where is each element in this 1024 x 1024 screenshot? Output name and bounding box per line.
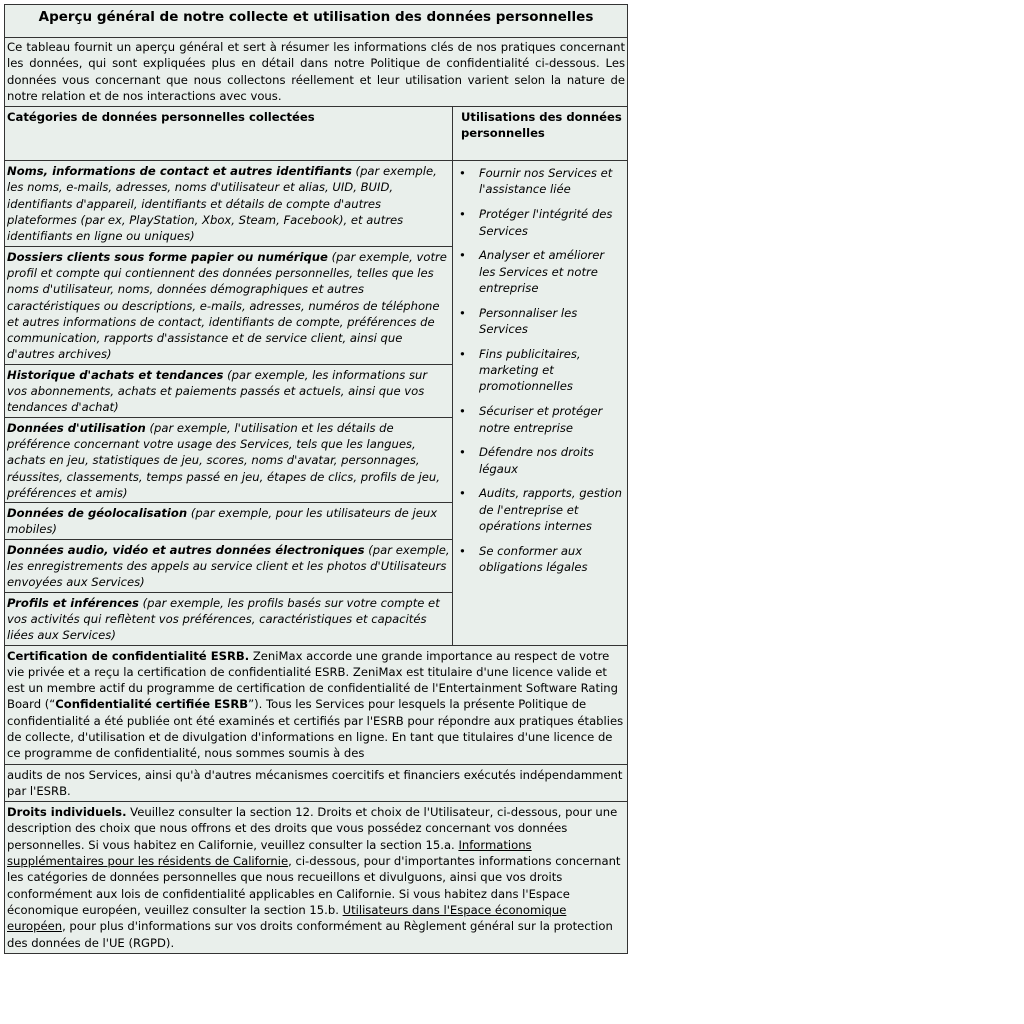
use-item: • Analyser et améliorer les Services et notre entreprise xyxy=(459,247,623,296)
category-detail: (par exemple, les informations sur vos abonnements, achats et paiements passés et actuels, ainsi que vos tendances d'achat) xyxy=(7,367,428,415)
category-detail: (par exemple, les noms, e-mails, adresses, noms d'utilisateur et alias, UID, BUID, identifiants d'appareil, identifiants et détails de compte d'autres plateformes (par ex, PlayStation, Xbox, Steam, Facebook), et autres identifiants en ligne ou uniques) xyxy=(7,164,437,244)
category-detail: (par exemple, les profils basés sur votre compte et vos activités qui reflètent vos préférences, caractéristiques et capacités liées aux Services) xyxy=(7,595,440,643)
category-name: Données de géolocalisation xyxy=(7,506,188,521)
rights-heading: Droits individuels. xyxy=(7,805,127,820)
category-name: Historique d'achats et tendances xyxy=(7,367,224,382)
table-header-row xyxy=(5,107,627,161)
california-residents-link[interactable]: Informations supplémentaires pour les résidents de Californie xyxy=(7,837,532,869)
table-title: Aperçu général de notre collecte et utilisation des données personnelles xyxy=(5,5,627,38)
categories-column xyxy=(5,161,453,644)
use-item: • Se conformer aux obligations légales xyxy=(459,543,623,576)
rights-text-1: Veuillez consulter la section 12. Droits et choix de l'Utilisateur, ci-dessous, pour une description des choix que nous offrons et des droits que vous possédez concernant vos données personnelles. Si vous habitez en Californie, veuillez consulter la section 15.a. xyxy=(7,805,618,852)
table-body xyxy=(5,161,627,644)
use-item: • Personnaliser les Services xyxy=(459,305,623,338)
use-item: • Sécuriser et protéger notre entreprise xyxy=(459,403,623,436)
use-item: • Audits, rapports, gestion de l'entreprise et opérations internes xyxy=(459,485,623,534)
data-table xyxy=(5,107,627,645)
esrb-heading: Certification de confidentialité ESRB. xyxy=(7,648,250,663)
esrb-continuation-paragraph: audits de nos Services, ainsi qu'à d'autres mécanismes coercitifs et financiers exécutés indépendamment par l'ESRB. xyxy=(5,765,627,803)
category-name: Dossiers clients sous forme papier ou numérique xyxy=(7,249,328,264)
rights-text-3: , pour plus d'informations sur vos droits conformément au Règlement général sur la protection des données de l'UE (RGPD). xyxy=(7,919,613,950)
use-item: • Fournir nos Services et l'assistance liée xyxy=(459,165,623,198)
esrb-text-1: ZeniMax accorde une grande importance au respect de votre vie privée et a reçu la certification de confidentialité ESRB. ZeniMax est titulaire d'une licence valide et est un membre actif du programme de certification de confidentialité de l'Entertainment Software Rating Board (“ xyxy=(7,648,619,712)
categories-header: Catégories de données personnelles collectées xyxy=(5,107,453,160)
category-item xyxy=(5,593,452,645)
use-item: • Fins publicitaires, marketing et promotionnelles xyxy=(459,346,623,395)
intro-paragraph: Ce tableau fournit un aperçu général et sert à résumer les informations clés de nos pratiques concernant les données, qui sont expliquées plus en détail dans notre Politique de confidentialité ci-dessous. Les données vous concernant que nous collectons réellement et leur utilisation varient selon la nature de notre relation et de nos interactions avec vous. xyxy=(5,38,627,107)
category-item xyxy=(5,161,452,246)
esrb-bold-term: Confidentialité certifiée ESRB xyxy=(55,697,249,712)
category-detail: (par exemple, votre profil et compte qui contiennent des données personnelles, telles que les noms d'utilisateur, noms, données démographiques et autres caractéristiques ou descriptions, e-mails, adresses, numéros de téléphone et autres informations de contact, identifiants de compte, préférences de communication, rapports d'assistance et de service client, ainsi que d'autres archives) xyxy=(7,249,447,362)
category-item xyxy=(5,418,452,503)
esrb-certification-paragraph xyxy=(5,646,627,765)
category-name: Noms, informations de contact et autres identifiants xyxy=(7,164,352,179)
eea-users-link[interactable]: Utilisateurs dans l'Espace économique européen xyxy=(7,902,567,934)
category-name: Données d'utilisation xyxy=(7,420,146,435)
category-item xyxy=(5,247,452,365)
esrb-text-2: ”). Tous les Services pour lesquels la présente Politique de confidentialité a été publiée ont été examinés et certifiés par l'ESRB pour répondre aux pratiques établies de collecte, d'utilisation et de divulgation d'informations en ligne. En tant que titulaires d'une licence de ce programme de confidentialité, nous sommes soumis à des xyxy=(7,697,624,761)
individual-rights-paragraph xyxy=(5,802,627,953)
use-item: • Défendre nos droits légaux xyxy=(459,444,623,477)
category-item xyxy=(5,540,452,593)
use-item: • Protéger l'intégrité des Services xyxy=(459,206,623,239)
category-item xyxy=(5,503,452,540)
rights-text-2: , ci-dessous, pour d'importantes informations concernant les catégories de données personnelles que nous recueillons et divulguons, ainsi que vos droits conformément aux lois de confidentialité applicables en Californie. Si vous habitez dans l'Espace économique européen, veuillez consulter la section 15.b. xyxy=(7,854,621,917)
category-detail: (par exemple, les enregistrements des appels au service client et les photos d'Utilisateurs envoyées aux Services) xyxy=(7,542,450,590)
category-detail: (par exemple, pour les utilisateurs de jeux mobiles) xyxy=(7,506,438,537)
uses-column xyxy=(453,161,627,644)
uses-list xyxy=(453,161,627,575)
uses-header: Utilisations des données personnelles xyxy=(461,110,622,141)
privacy-overview-table xyxy=(4,4,628,954)
category-name: Profils et inférences xyxy=(7,595,139,610)
category-detail: (par exemple, l'utilisation et les détails de préférence concernant votre usage des Services, tels que les langues, achats en jeu, statistiques de jeu, scores, noms d'avatar, personnages, réussites, classements, temps passé en jeu, étapes de clics, profils de jeu, préférences et amis) xyxy=(7,420,440,500)
category-item xyxy=(5,365,452,418)
category-name: Données audio, vidéo et autres données électroniques xyxy=(7,542,365,557)
